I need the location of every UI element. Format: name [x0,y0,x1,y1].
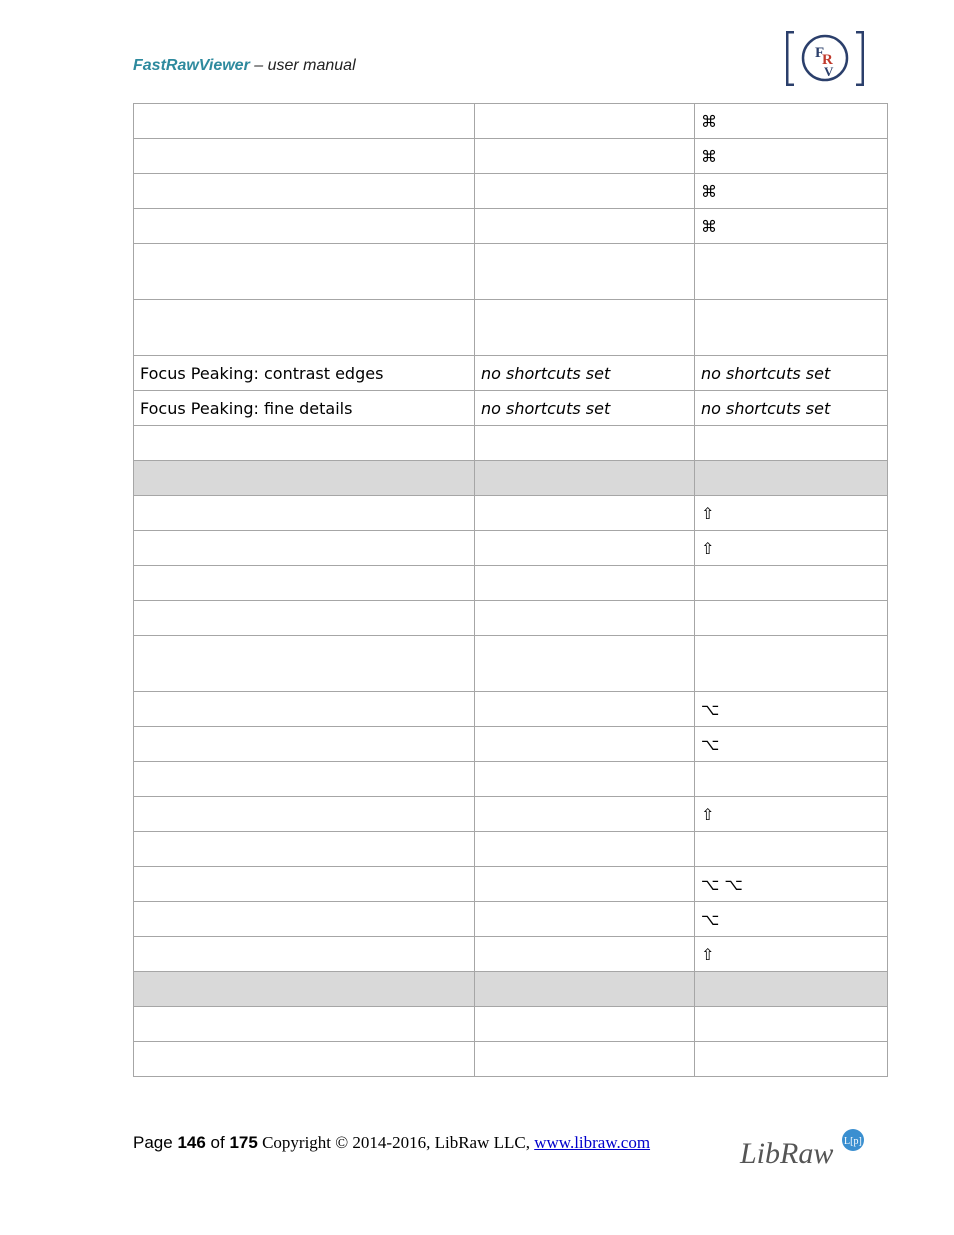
table-row [134,426,888,461]
windows-shortcut-cell [475,209,695,244]
table-row [134,1007,888,1042]
command-cell [134,244,475,300]
command-cell [134,426,475,461]
table-row [134,902,888,937]
mac-shortcut-cell: ⌥ [695,692,888,727]
command-cell [134,832,475,867]
of-word: of [205,1133,230,1152]
mac-shortcut-cell [695,566,888,601]
svg-text:LibRaw: LibRaw [740,1137,834,1170]
mac-shortcut-cell [695,1042,888,1077]
mac-shortcut-cell [695,601,888,636]
page-footer [133,1133,650,1153]
table-row [134,601,888,636]
mac-shortcut-cell [695,426,888,461]
command-cell [134,867,475,902]
table-row [134,209,888,244]
table-row [134,391,888,426]
copyright-text: Copyright © 2014-2016, LibRaw LLC, [257,1133,535,1152]
table-row [134,566,888,601]
command-cell: Focus Peaking: contrast edges [134,356,475,391]
mac-shortcut-cell: ⌥ ⌥ [695,867,888,902]
windows-shortcut-cell [475,727,695,762]
app-name: FastRawViewer [133,57,250,74]
mac-shortcut-cell: ⇧ [695,531,888,566]
windows-shortcut-cell [475,1007,695,1042]
svg-text:L[p]: L[p] [844,1136,862,1147]
windows-shortcut-cell [475,426,695,461]
command-cell: Focus Peaking: fine details [134,391,475,426]
windows-shortcut-cell: no shortcuts set [475,391,695,426]
command-cell [134,636,475,692]
mac-shortcut-cell [695,300,888,356]
windows-shortcut-cell [475,867,695,902]
command-cell [134,531,475,566]
mac-shortcut-cell: no shortcuts set [695,391,888,426]
mac-shortcut-cell [695,972,888,1007]
mac-shortcut-cell: ⌘ [695,104,888,139]
windows-shortcut-cell [475,461,695,496]
windows-shortcut-cell [475,832,695,867]
windows-shortcut-cell [475,174,695,209]
table-row [134,531,888,566]
command-cell [134,566,475,601]
table-row [134,139,888,174]
mac-shortcut-cell: no shortcuts set [695,356,888,391]
page-total: 175 [229,1133,258,1152]
windows-shortcut-cell [475,104,695,139]
table-row [134,797,888,832]
svg-text:F: F [815,45,825,61]
table-row [134,692,888,727]
libraw-link[interactable]: www.libraw.com [534,1133,651,1152]
command-cell [134,300,475,356]
windows-shortcut-cell [475,496,695,531]
mac-shortcut-cell: ⌥ [695,727,888,762]
command-cell [134,174,475,209]
table-row [134,300,888,356]
mac-shortcut-cell: ⇧ [695,797,888,832]
command-cell [134,762,475,797]
mac-shortcut-cell: ⌘ [695,209,888,244]
svg-text:V: V [824,64,834,79]
command-cell [134,139,475,174]
command-cell [134,461,475,496]
table-row [134,727,888,762]
libraw-logo [738,1125,873,1173]
command-cell [134,1042,475,1077]
table-row [134,244,888,300]
mac-shortcut-cell: ⌘ [695,139,888,174]
command-cell [134,692,475,727]
windows-shortcut-cell [475,762,695,797]
command-cell [134,1007,475,1042]
mac-shortcut-cell: ⌘ [695,174,888,209]
frv-logo [786,31,864,86]
table-row [134,461,888,496]
windows-shortcut-cell [475,601,695,636]
mac-shortcut-cell: ⇧ [695,496,888,531]
table-row [134,867,888,902]
mac-shortcut-cell [695,636,888,692]
mac-shortcut-cell [695,244,888,300]
document-header [133,57,356,75]
command-cell [134,902,475,937]
mac-shortcut-cell [695,461,888,496]
table-row [134,937,888,972]
windows-shortcut-cell [475,244,695,300]
windows-shortcut-cell [475,139,695,174]
mac-shortcut-cell: ⌥ [695,902,888,937]
table-row [134,356,888,391]
table-row [134,104,888,139]
table-row [134,1042,888,1077]
command-cell [134,496,475,531]
windows-shortcut-cell [475,972,695,1007]
command-cell [134,209,475,244]
table-row [134,174,888,209]
windows-shortcut-cell [475,902,695,937]
command-cell [134,727,475,762]
page-word: Page [133,1133,178,1152]
windows-shortcut-cell [475,531,695,566]
table-row [134,636,888,692]
command-cell [134,601,475,636]
table-row [134,832,888,867]
table-row [134,496,888,531]
shortcuts-table [133,103,888,1077]
mac-shortcut-cell [695,832,888,867]
command-cell [134,797,475,832]
windows-shortcut-cell [475,566,695,601]
page-number: 146 [177,1133,206,1152]
mac-shortcut-cell [695,1007,888,1042]
windows-shortcut-cell: no shortcuts set [475,356,695,391]
manual-subtitle: – user manual [249,57,356,74]
command-cell [134,972,475,1007]
windows-shortcut-cell [475,636,695,692]
windows-shortcut-cell [475,1042,695,1077]
command-cell [134,937,475,972]
table-row [134,762,888,797]
mac-shortcut-cell [695,762,888,797]
mac-shortcut-cell: ⇧ [695,937,888,972]
windows-shortcut-cell [475,692,695,727]
windows-shortcut-cell [475,797,695,832]
table-row [134,972,888,1007]
svg-text:R: R [822,52,833,68]
windows-shortcut-cell [475,300,695,356]
command-cell [134,104,475,139]
windows-shortcut-cell [475,937,695,972]
